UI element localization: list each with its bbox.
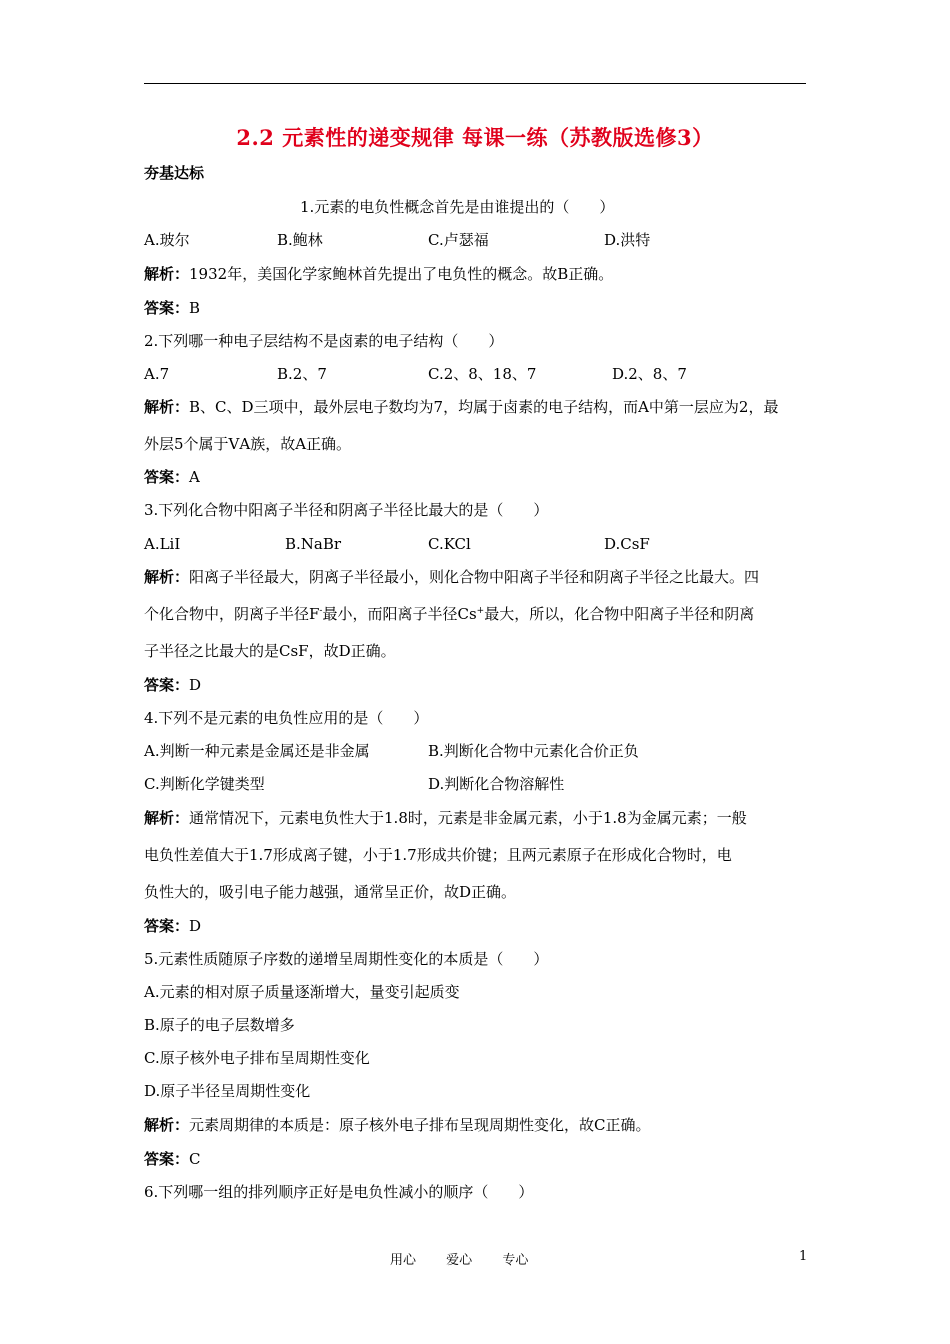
q5-option-c: C.原子核外电子排布呈周期性变化 (144, 1049, 370, 1067)
q4-analysis-line-2: 电负性差值大于1.7形成离子键，小于1.7形成共价键；且两元素原子在形成化合物时，电 (144, 846, 732, 864)
q5-stem: 5.元素性质随原子序数的递增呈周期性变化的本质是（ ） (144, 950, 549, 968)
q1-answer-value: B (189, 299, 201, 317)
footer-word-1: 用心 (390, 1253, 417, 1268)
q4-stem: 4.下列不是元素的电负性应用的是（ ） (144, 709, 429, 727)
q4-answer (144, 916, 201, 936)
cesium-charge: + (476, 606, 485, 616)
q5-answer (144, 1149, 201, 1169)
q4-analysis-line-3: 负性大的，吸引电子能力越强，通常呈正价，故D正确。 (144, 883, 517, 901)
q5-answer-value: C (189, 1150, 201, 1168)
q6-stem: 6.下列哪一组的排列顺序正好是电负性减小的顺序（ ） (144, 1183, 534, 1201)
q2-option-d: D.2、8、7 (612, 365, 687, 383)
q5-analysis-text: 元素周期律的本质是：原子核外电子排布呈现周期性变化，故C正确。 (189, 1116, 651, 1134)
q2-answer (144, 467, 200, 487)
q4-option-b: B.判断化合物中元素化合价正负 (428, 742, 639, 760)
q3-stem: 3.下列化合物中阳离子半径和阴离子半径比最大的是（ ） (144, 501, 549, 519)
q3-analysis-line-3: 子半径之比最大的是CsF，故D正确。 (144, 642, 396, 660)
header-rule (144, 83, 806, 84)
q4-option-a: A.判断一种元素是金属还是非金属 (144, 742, 370, 760)
q1-option-d: D.洪特 (604, 231, 651, 249)
analysis-label: 解析： (144, 1116, 190, 1134)
analysis-label: 解析： (144, 265, 190, 283)
q3-answer (144, 675, 201, 695)
q1-analysis-text: 1932年，美国化学家鲍林首先提出了电负性的概念。故B正确。 (189, 265, 614, 283)
q3-option-a: A.LiI (144, 535, 181, 553)
analysis-label: 解析： (144, 809, 190, 827)
q3-option-b: B.NaBr (285, 535, 342, 553)
q3-analysis-line-1 (144, 567, 759, 587)
q1-option-c: C.卢瑟福 (428, 231, 489, 249)
q4-analysis-line-1 (144, 808, 747, 828)
q5-analysis (144, 1115, 651, 1135)
q4-option-d: D.判断化合物溶解性 (428, 775, 565, 793)
q2-answer-value: A (189, 468, 200, 486)
q1-answer (144, 298, 200, 318)
q2-analysis-line-2: 外层5个属于ⅤA族，故A正确。 (144, 435, 352, 453)
q5-option-d: D.原子半径呈周期性变化 (144, 1082, 311, 1100)
q3-analysis-text-1: 阳离子半径最大，阴离子半径最小，则化合物中阳离子半径和阴离子半径之比最大。四 (189, 568, 760, 586)
q5-option-a: A.元素的相对原子质量逐渐增大，量变引起质变 (144, 983, 460, 1001)
q3-option-d: D.CsF (604, 535, 650, 553)
q5-option-b: B.原子的电子层数增多 (144, 1016, 295, 1034)
q1-option-a: A.玻尔 (144, 231, 190, 249)
q4-option-c: C.判断化学键类型 (144, 775, 265, 793)
q1-option-b: B.鲍林 (277, 231, 323, 249)
page-number: 1 (799, 1249, 808, 1264)
section-heading: 夯基达标 (144, 164, 205, 182)
analysis-label: 解析： (144, 568, 190, 586)
answer-label: 答案： (144, 468, 190, 486)
q1-analysis (144, 264, 613, 284)
q3-analysis-text-2c: 最大，所以，化合物中阳离子半径和阴离 (484, 605, 755, 623)
page-footer (390, 1249, 554, 1268)
q3-answer-value: D (189, 676, 202, 694)
answer-label: 答案： (144, 676, 190, 694)
q4-analysis-text-1: 通常情况下，元素电负性大于1.8时，元素是非金属元素，小于1.8为金属元素；一般 (189, 809, 747, 827)
answer-label: 答案： (144, 299, 190, 317)
footer-word-3: 专心 (502, 1253, 529, 1268)
answer-label: 答案： (144, 1150, 190, 1168)
q1-stem: 1.元素的电负性概念首先是由谁提出的（ ） (300, 198, 615, 216)
fluoride-charge: - (319, 606, 323, 616)
q3-analysis-text-2a: 个化合物中，阴离子半径F (144, 605, 320, 623)
q2-option-a: A.7 (144, 365, 170, 383)
q2-option-b: B.2、7 (277, 365, 327, 383)
q3-option-c: C.KCl (428, 535, 471, 553)
footer-word-2: 爱心 (446, 1253, 473, 1268)
q2-option-c: C.2、8、18、7 (428, 365, 537, 383)
q2-analysis-line-1 (144, 397, 778, 417)
q3-analysis-text-2b: 最小，而阳离子半径Cs (322, 605, 477, 623)
q3-analysis-line-2 (144, 604, 754, 624)
analysis-label: 解析： (144, 398, 190, 416)
q2-stem: 2.下列哪一种电子层结构不是卤素的电子结构（ ） (144, 332, 504, 350)
answer-label: 答案： (144, 917, 190, 935)
document-title: 2.2 元素性的递变规律 每课一练（苏教版选修3） (236, 125, 714, 150)
q4-answer-value: D (189, 917, 202, 935)
q2-analysis-text-1: B、C、D三项中，最外层电子数均为7，均属于卤素的电子结构，而A中第一层应为2，最 (189, 398, 779, 416)
